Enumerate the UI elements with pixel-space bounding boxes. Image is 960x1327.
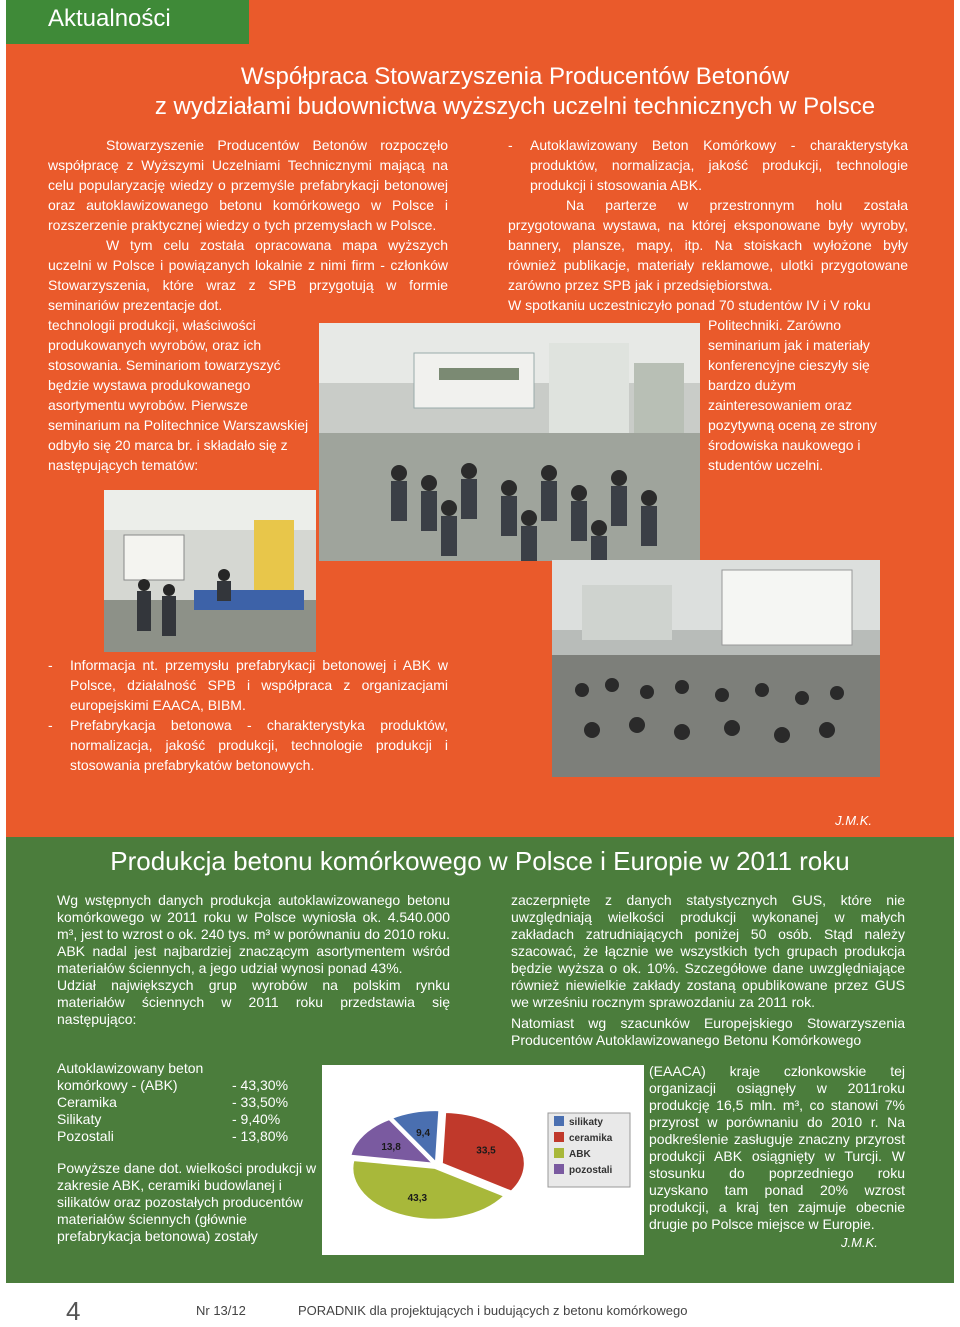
pie-data-label: 13,8 bbox=[381, 1142, 401, 1154]
article1-para2: W tym celu została opracowana mapa wyższych uczelni w Polsce i powiązanych lokalnie z nimi firm - członków Stowarzyszenia, które wraz z SPB przygotują w formie seminariów prezentacje dot. bbox=[48, 237, 448, 313]
bullet-text: Prefabrykacja betonowa - charakterystyka produktów, normalizacja, jakość produkcji, technologie produkcji i stosowania prefabrykatów betonowych. bbox=[70, 717, 448, 773]
stats-value: - 33,50% bbox=[232, 1094, 289, 1110]
stats-value: - 43,30% bbox=[232, 1077, 289, 1093]
article1-left-column-narrow bbox=[48, 315, 320, 475]
article1-right-column-narrow bbox=[708, 315, 908, 475]
article2-right-column-narrow bbox=[649, 1063, 905, 1233]
pie-legend-swatch bbox=[554, 1164, 564, 1174]
bullet-dash: - bbox=[48, 657, 53, 673]
section-label: Aktualności bbox=[48, 5, 171, 32]
article1-title bbox=[80, 62, 950, 122]
article1-right-column bbox=[508, 135, 908, 315]
pie-legend-label: pozostali bbox=[569, 1165, 613, 1176]
pie-legend-swatch bbox=[554, 1132, 564, 1142]
stats-value: - 9,40% bbox=[232, 1111, 281, 1127]
article1-title-line2: z wydziałami budownictwa wyższych uczelni technicznych w Polsce bbox=[154, 93, 876, 120]
article2-para6b: (EAACA) kraje członkowskie tej organizacji osiągnęły w 2011roku produkcję 16,5 mln. m³, co stanowi 7% przyrost w porównaniu do 2010 r. Na podkreślenie zasługuje znaczny przyrost produkcji ABK osiągnięty w Turcji. W stosunku do poprzedniego roku uzyskano tam ponad 20% wzrost produkcji, a kraj ten zajmuje obecnie drugie po Polsce miejsce w Europie. bbox=[649, 1063, 905, 1232]
pie-data-label: 33,5 bbox=[476, 1145, 496, 1157]
bullet-item-2 bbox=[48, 715, 448, 775]
photo-exhibition-stands bbox=[104, 490, 316, 652]
bullet-dash: - bbox=[508, 137, 513, 153]
pie-chart-svg bbox=[322, 1065, 644, 1255]
article2-para1: Wg wstępnych danych produkcja autoklawizowanego betonu komórkowego w 2011 roku w Polsce wyniosła ok. 4.540.000 m³, jest to wzrost o ok. 240 tys. m³ w porównaniu do 2010 roku. bbox=[57, 892, 450, 942]
stats-table bbox=[57, 1060, 288, 1145]
stats-row bbox=[57, 1060, 288, 1077]
article2-left-column bbox=[57, 892, 450, 1028]
article2-para4: Powyższe dane dot. wielkości produkcji w zakresie ABK, ceramiki budowlanej i silikatów oraz pozostałych producentów materiałów ściennych (głównie prefabrykacja betonowa) zostały bbox=[57, 1160, 317, 1244]
issue-number: Nr 13/12 bbox=[196, 1303, 246, 1318]
article2-para5: zaczerpnięte z danych statystycznych GUS, które nie uwzględniają wielkości produkcji wykonanej w małych zakładach zatrudniających poniżej 50 osób. Stąd należy szacować, że łącznie we wszystkich tych grupach produkcja będzie wyższa o ok. 10%. Szczegółowe dane uwzględniające również niewielkie zakłady zostaną opublikowane przez GUS we wrześniu rocznym sprawozdaniu za 2011 rok. bbox=[511, 892, 905, 1010]
stats-row bbox=[57, 1128, 288, 1145]
bullet-text: Autoklawizowany Beton Komórkowy - charakterystyka produktów, normalizacja, jakość produkcji, technologie produkcji i stosowania ABK. bbox=[530, 137, 908, 193]
pie-legend-swatch bbox=[554, 1116, 564, 1126]
pie-legend-swatch bbox=[554, 1148, 564, 1158]
article1-para4b: Politechniki. Zarówno seminarium jak i materiały konferencyjne cieszyły się bardzo dużym zainteresowaniem oraz pozytywną oceną ze strony środowiska naukowego i studentów uczelni. bbox=[708, 317, 877, 473]
article2-para2: ABK nadal jest najbardziej znaczącym asortymentem wśród materiałów ściennych, a jego udział wynosi ponad 43%. bbox=[57, 943, 450, 976]
stats-row bbox=[57, 1094, 288, 1111]
photo-lecture-hall bbox=[552, 560, 880, 777]
stats-value bbox=[232, 1060, 288, 1077]
article2-para6a: Natomiast wg szacunków Europejskiego Stowarzyszenia Producentów Autoklawizowanego Betonu Komórkowego bbox=[511, 1015, 905, 1048]
pie-chart bbox=[322, 1065, 644, 1255]
stats-label: komórkowy - (ABK) bbox=[57, 1077, 178, 1093]
pie-legend-label: ABK bbox=[569, 1149, 591, 1160]
pie-legend-label: ceramika bbox=[569, 1133, 613, 1144]
pie-legend-label: silikaty bbox=[569, 1117, 603, 1128]
article1-para2b: technologii produkcji, właściwości produkowanych wyrobów, oraz ich stosowania. Seminariom towarzyszyć będzie wystawa produkowanego asortymentu wyrobów. Pierwsze seminarium na Politechnice Warszawskiej odbyło się 20 marca br. i składało się z następujących tematów: bbox=[48, 317, 309, 473]
bullet-text: Informacja nt. przemysłu prefabrykacji betonowej i ABK w Polsce, działalność SPB i współpraca z organizacjami europejskimi EAACA, BIBM. bbox=[70, 657, 448, 713]
article1-para1: Stowarzyszenie Producentów Betonów rozpoczęło współpracę z Wyższymi Uczelniami Technicznymi mającą na celu popularyzację wiedzy o przemyśle prefabrykacji betonowej oraz autoklawizowanego betonu komórkowego w Polsce i rozszerzenie praktycznej wiedzy o tych przemysłach w Polsce. bbox=[48, 137, 448, 233]
article1-author: J.M.K. bbox=[835, 813, 872, 828]
stats-row bbox=[57, 1077, 288, 1094]
page-number: 4 bbox=[66, 1296, 81, 1326]
pie-data-label: 43,3 bbox=[407, 1192, 428, 1204]
article1-para3: Na parterze w przestronnym holu została przygotowana wystawa, na której eksponowane były wyroby, bannery, plansze, mapy, itp. Na stoiskach wyłożone były również publikacje, materiały reklamowe, ulotki przygotowane zarówno przez SPB jak i przedsiębiorstwa. bbox=[508, 197, 908, 293]
article2-title: Produkcja betonu komórkowego w Polsce i Europie w 2011 roku bbox=[110, 846, 850, 876]
article1-left-column bbox=[48, 135, 448, 315]
guide-title: PORADNIK dla projektujących i budujących z betonu komórkowego bbox=[298, 1303, 688, 1318]
article2-para4-block bbox=[57, 1160, 323, 1245]
article2-para3: Udział największych grup wyrobów na polskim rynku materiałów ściennych w 2011 roku przedstawia się następująco: bbox=[57, 977, 450, 1027]
stats-label: Autoklawizowany beton bbox=[57, 1060, 204, 1076]
bullet-dash: - bbox=[48, 717, 53, 733]
photo-exhibition-hall bbox=[319, 323, 700, 561]
article1-bullets-left bbox=[48, 655, 448, 775]
stats-label: Ceramika bbox=[57, 1094, 117, 1110]
stats-label: Pozostali bbox=[57, 1128, 114, 1144]
article1-para4: W spotkaniu uczestniczyło ponad 70 studentów IV i V roku bbox=[508, 297, 871, 313]
article1-title-line1: Współpraca Stowarzyszenia Producentów Betonów bbox=[240, 63, 790, 90]
bullet-item-1 bbox=[48, 655, 448, 715]
stats-value: - 13,80% bbox=[232, 1128, 289, 1144]
article2-right-column bbox=[511, 892, 905, 1049]
stats-label: Silikaty bbox=[57, 1111, 102, 1127]
stats-row bbox=[57, 1111, 288, 1128]
article2-author: J.M.K. bbox=[841, 1235, 878, 1250]
article1-bullet-right bbox=[508, 135, 908, 195]
pie-data-label: 9,4 bbox=[416, 1127, 431, 1139]
